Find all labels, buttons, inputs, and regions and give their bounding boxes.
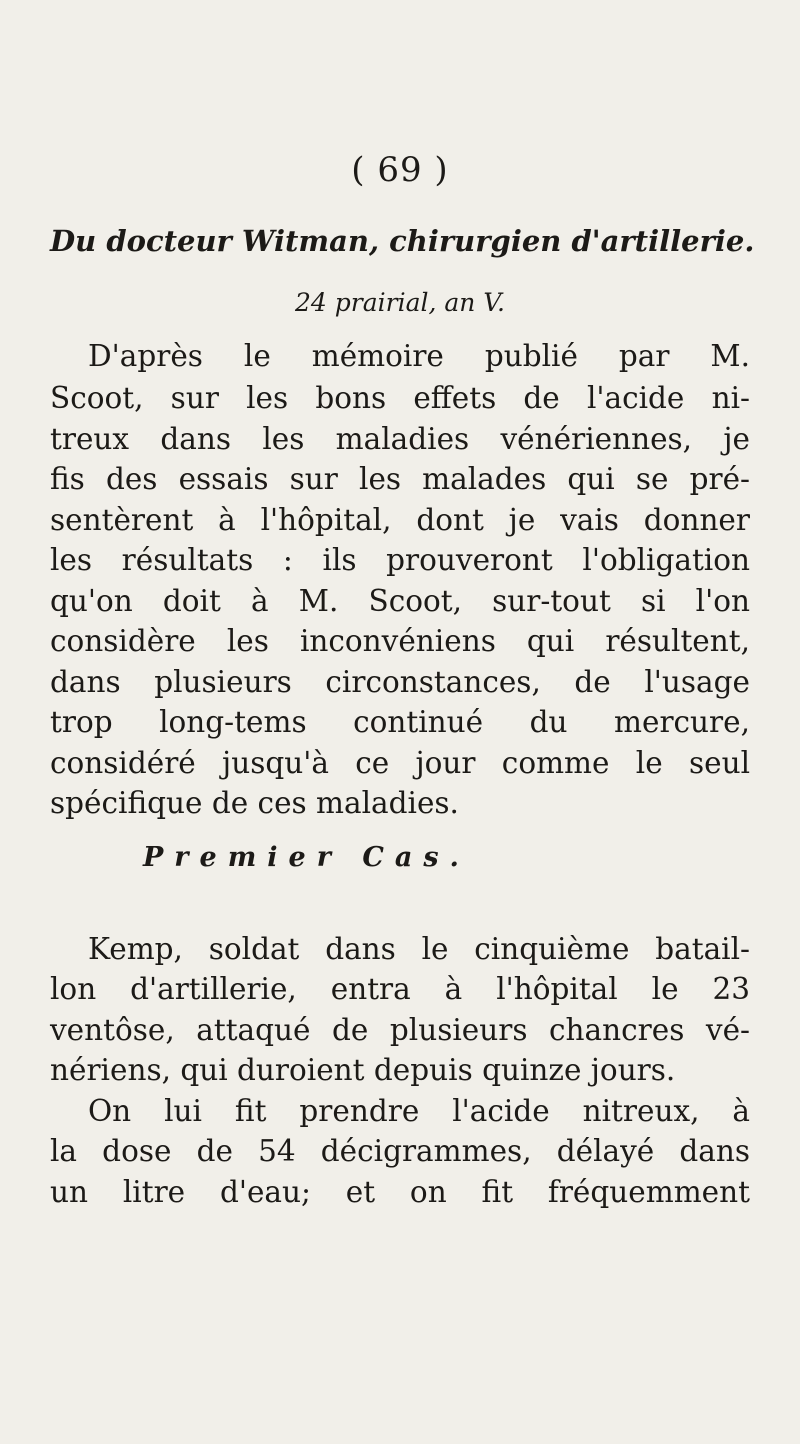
text-line: la dose de 54 décigrammes, délayé dans: [50, 1134, 750, 1168]
section-heading: Premier Cas.: [143, 842, 470, 873]
text-line: nériens, qui duroient depuis quinze jours.: [50, 1053, 676, 1087]
page-number: ( 69 ): [351, 150, 449, 190]
text-line: trop long-tems continué du mercure,: [50, 705, 750, 739]
text-line: dans plusieurs circonstances, de l'usage: [50, 665, 750, 699]
text-line: considère les inconvéniens qui résultent,: [50, 624, 750, 658]
text-line: spécifique de ces maladies.: [50, 786, 459, 820]
letter-heading: Du docteur Witman, chirurgien d'artillerie.: [50, 224, 755, 258]
text-line: fis des essais sur les malades qui se pré-: [50, 462, 750, 496]
text-line: D'après le mémoire publié par M.: [88, 339, 750, 373]
letter-date: 24 prairial, an V.: [295, 288, 505, 317]
text-line: sentèrent à l'hôpital, dont je vais donner: [50, 503, 750, 537]
text-line: treux dans les maladies vénériennes, je: [50, 422, 750, 456]
text-line: ventôse, attaqué de plusieurs chancres vé-: [50, 1013, 750, 1047]
text-line: lon d'artillerie, entra à l'hôpital le 23: [50, 972, 750, 1006]
text-line: Kemp, soldat dans le cinquième batail-: [88, 932, 750, 966]
text-line: On lui fit prendre l'acide nitreux, à: [88, 1094, 750, 1128]
text-line: un litre d'eau; et on fit fréquemment: [50, 1175, 750, 1209]
text-line: qu'on doit à M. Scoot, sur-tout si l'on: [50, 584, 750, 618]
text-line: les résultats : ils prouveront l'obligation: [50, 543, 750, 577]
text-line: Scoot, sur les bons effets de l'acide ni-: [50, 381, 750, 415]
text-line: considéré jusqu'à ce jour comme le seul: [50, 746, 750, 780]
